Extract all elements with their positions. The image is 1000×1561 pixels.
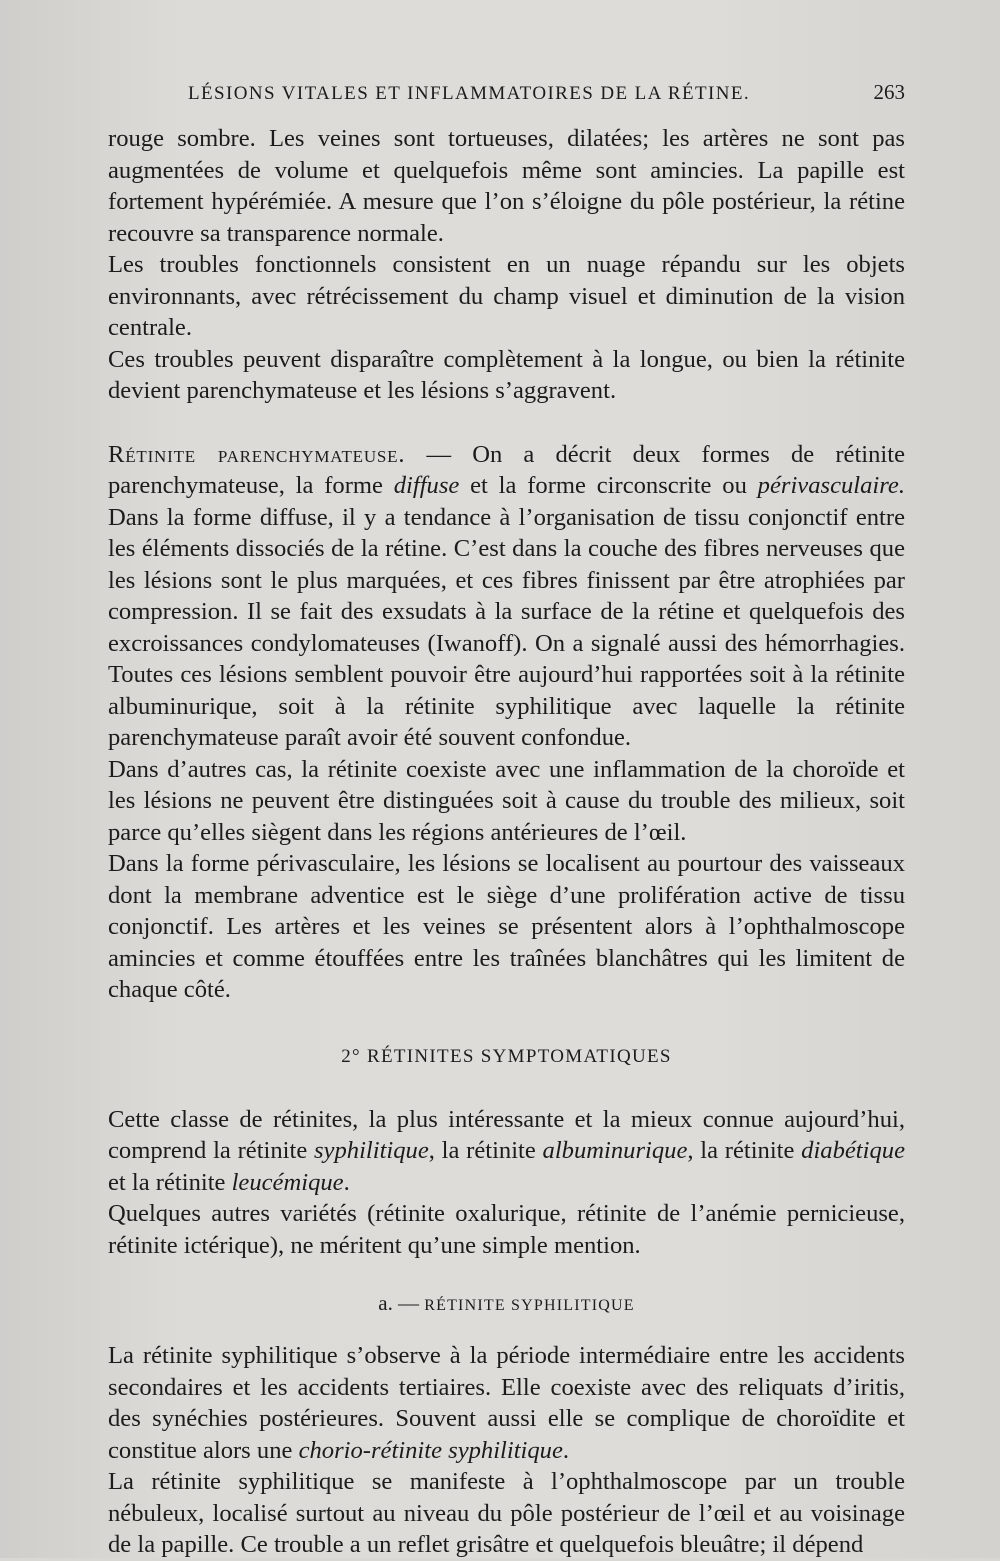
text-run: , la rétinite	[428, 1137, 543, 1164]
paragraph-3: Ces troubles peuvent disparaître complètement à la longue, ou bien la rétinite devient parenchymateuse et les lésions s’aggravent.	[108, 345, 905, 404]
italic-run: diffuse	[393, 472, 460, 499]
paragraph-6: Dans la forme périvasculaire, les lésions se localisent au pourtour des vaisseaux dont la membrane adventice est le siège d’une prolifération active de tissu conjonctif. Les artères et les veines se présentent alors à l’ophthalmoscope amincies et comme étouffées entre les traînées blanchâtres qui les limitent de chaque côté.	[108, 850, 905, 1003]
italic-run: leucémique	[231, 1168, 344, 1196]
subsection-title	[108, 1291, 905, 1316]
paragraph-7	[108, 1104, 905, 1199]
italic-run: albuminurique	[542, 1137, 688, 1164]
text-run: Dans la forme diffuse, il y a tendance à l’organisation de tissu conjonctif entre les éléments dissociés de la rétine. C’est dans la couche des fibres nerveuses que les lésions sont le plus marquées, et ces fibres finissent par être atrophiées par compression. Il se fait des exsudats à la surface de la rétine et quelquefois des excroissances condylomateuses (Iwanoff). On a signalé aussi des hémorrhagies. Toutes ces lésions semblent pouvoir être aujourd’hui rapportées soit à la rétinite albuminurique, soit à la rétinite syphilitique avec laquelle la rétinite parenchymateuse paraît avoir été souvent confondue.	[108, 503, 905, 751]
page-number: 263	[873, 80, 905, 104]
paragraph-2: Les troubles fonctionnels consistent en un nuage répandu sur les objets environnants, avec rétrécissement du champ visuel et diminution de la vision centrale.	[108, 251, 905, 341]
italic-run: syphilitique	[313, 1137, 429, 1164]
text-run: , la rétinite	[687, 1137, 802, 1164]
paragraph-10: La rétinite syphilitique se manifeste à l’ophthalmoscope par un trouble nébuleux, localisé surtout au niveau du pôle postérieur de l’œil et au voisinage de la papille. Ce trouble a un reflet grisâtre et quelquefois bleuâtre; il dépend	[108, 1468, 905, 1558]
section-title: 2° RÉTINITES SYMPTOMATIQUES	[341, 1045, 672, 1067]
subsection-label: a.	[378, 1291, 393, 1315]
paragraph-gap	[108, 407, 905, 439]
italic-run: diabétique	[801, 1137, 905, 1164]
text-run: Cette classe de rétinites, la plus intéressante et la mieux connue aujourd’hui, comprend la rétinite	[108, 1105, 905, 1164]
italic-run: chorio-rétinite syphilitique	[298, 1436, 563, 1464]
paragraph-9	[108, 1340, 905, 1466]
text-run: — On a décrit deux formes de rétinite parenchymateuse, la forme	[108, 440, 905, 499]
text-run: et la rétinite	[108, 1168, 232, 1196]
text-run: .	[562, 1436, 570, 1464]
text-run: La rétinite syphilitique s’observe à la période intermédiaire entre les accidents secondaires et les accidents tertiaires. Elle coexiste avec des reliquats d’iritis, des synéchies postérieures. Souvent aussi elle se complique de choroïdite et constitue alors une	[108, 1342, 905, 1464]
running-title: LÉSIONS VITALES ET INFLAMMATOIRES DE LA RÉTINE.	[188, 83, 750, 104]
text-run: et la forme circonscrite ou	[459, 472, 758, 499]
running-header	[188, 80, 905, 105]
italic-run: périvasculaire.	[757, 472, 905, 499]
paragraph-8: Quelques autres variétés (rétinite oxalurique, rétinite de l’anémie pernicieuse, rétinite ictérique), ne méritent qu’une simple mention.	[108, 1200, 905, 1259]
text-run: .	[343, 1168, 350, 1196]
subsection-heading: RÉTINITE SYPHILITIQUE	[424, 1297, 635, 1314]
subsection-dash: —	[398, 1291, 420, 1315]
run-in-heading: Rétinite parenchymateuse.	[108, 440, 406, 468]
paragraph-parenchymateuse	[108, 439, 905, 754]
paragraph-1: rouge sombre. Les veines sont tortueuses, dilatées; les artères ne sont pas augmentées de volume et quelquefois même sont amincies. La papille est fortement hypérémiée. A mesure que l’on s’éloigne du pôle postérieur, la rétine recouvre sa transparence normale.	[108, 125, 905, 247]
paragraph-5: Dans d’autres cas, la rétinite coexiste avec une inflammation de la choroïde et les lésions ne peuvent être distinguées soit à cause du trouble des milieux, soit parce qu’elles siègent dans les régions antérieures de l’œil.	[108, 755, 905, 846]
